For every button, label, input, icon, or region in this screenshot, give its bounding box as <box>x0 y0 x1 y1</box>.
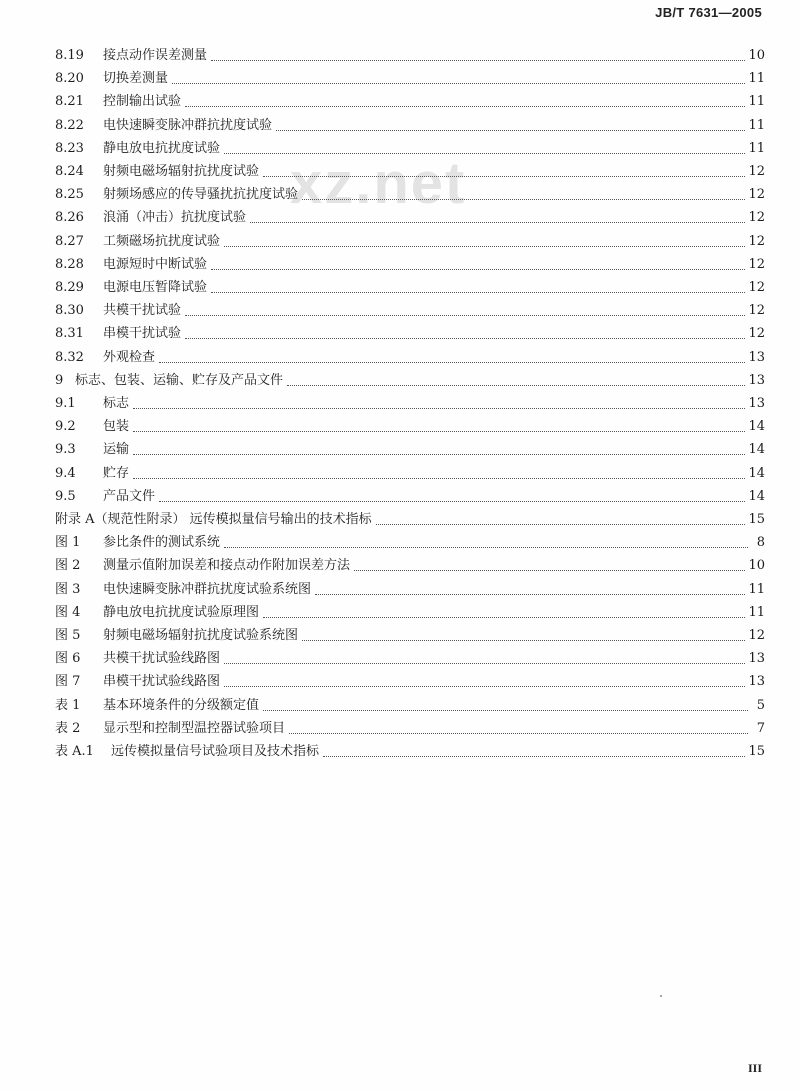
toc-entry <box>55 624 765 644</box>
toc-entry-number: 表 A.1 <box>55 744 94 759</box>
toc-dot-leader <box>263 175 745 177</box>
toc-entry-number: 8.21 <box>55 94 84 109</box>
toc-entry-title: 贮存 <box>103 466 130 481</box>
toc-dot-leader <box>224 662 745 664</box>
toc-entry-page: 13 <box>748 674 765 689</box>
toc-entry-title: 电源短时中断试验 <box>103 257 208 272</box>
toc-dot-leader <box>224 152 745 154</box>
toc-entry-title: 外观检查 <box>103 350 156 365</box>
toc-entry-page: 11 <box>748 118 765 133</box>
toc-entry-page: 15 <box>748 744 765 759</box>
toc-entry-title: 显示型和控制型温控器试验项目 <box>103 721 286 736</box>
toc-entry-title: 工频磁场抗扰度试验 <box>103 234 221 249</box>
toc-entry <box>55 276 765 296</box>
toc-entry-title: 包装 <box>103 419 130 434</box>
toc-dot-leader <box>224 546 748 548</box>
toc-entry-number: 8.29 <box>55 280 84 295</box>
toc-entry-number: 8.24 <box>55 164 84 179</box>
toc-entry-number: 8.28 <box>55 257 84 272</box>
toc-entry <box>55 369 765 389</box>
toc-entry-title: 串模干扰试验 <box>103 326 182 341</box>
toc-entry-title: 电快速瞬变脉冲群抗扰度试验 <box>103 118 273 133</box>
toc-entry <box>55 299 765 319</box>
toc-dot-leader <box>263 616 745 618</box>
toc-entry <box>55 462 765 482</box>
toc-dot-leader <box>133 477 745 479</box>
page-number: III <box>747 1061 762 1075</box>
toc-entry-page: 15 <box>748 512 765 527</box>
toc-entry <box>55 694 765 714</box>
toc-entry-page: 12 <box>748 164 765 179</box>
toc-entry-number: 9.2 <box>55 419 76 434</box>
toc-entry-title: 浪涌（冲击）抗扰度试验 <box>103 210 247 225</box>
toc-entry-number: 图 1 <box>55 535 81 550</box>
toc-entry-number: 表 2 <box>55 721 81 736</box>
toc-entry-number: 图 3 <box>55 582 81 597</box>
toc-entry-title: 静电放电抗扰度试验原理图 <box>103 605 260 620</box>
toc-dot-leader <box>263 709 748 711</box>
toc-entry <box>55 137 765 157</box>
toc-dot-leader <box>224 245 745 247</box>
toc-entry-page: 11 <box>748 71 765 86</box>
toc-dot-leader <box>302 639 745 641</box>
toc-entry-number: 9.5 <box>55 489 76 504</box>
toc-entry-number: 图 4 <box>55 605 81 620</box>
toc-entry-number: 图 2 <box>55 558 81 573</box>
toc-entry <box>55 206 765 226</box>
toc-dot-leader <box>185 337 745 339</box>
toc-entry-title: 电源电压暂降试验 <box>103 280 208 295</box>
toc-entry-page: 5 <box>756 698 765 713</box>
toc-dot-leader <box>287 384 745 386</box>
toc-entry-title: 射频电磁场辐射抗扰度试验 <box>103 164 260 179</box>
toc-entry-page: 7 <box>756 721 765 736</box>
toc-entry-title: 远传模拟量信号试验项目及技术指标 <box>111 744 320 759</box>
toc-entry <box>55 438 765 458</box>
toc-entry-page: 14 <box>748 466 765 481</box>
toc-dot-leader <box>185 105 745 107</box>
toc-dot-leader <box>159 361 745 363</box>
toc-entry-number: 8.19 <box>55 48 84 63</box>
toc-dot-leader <box>159 500 745 502</box>
toc-entry-page: 12 <box>748 303 765 318</box>
toc-entry-page: 8 <box>756 535 765 550</box>
toc-entry <box>55 114 765 134</box>
toc-dot-leader <box>376 523 746 525</box>
toc-entry-number: 8.20 <box>55 71 84 86</box>
toc-entry-page: 12 <box>748 234 765 249</box>
toc-entry-page: 13 <box>748 651 765 666</box>
toc-entry <box>55 90 765 110</box>
standard-number: JB/T 7631—2005 <box>655 5 762 20</box>
toc-entry <box>55 554 765 574</box>
toc-entry-page: 11 <box>748 94 765 109</box>
toc-dot-leader <box>172 82 745 84</box>
toc-entry-page: 12 <box>748 257 765 272</box>
toc-entry-title: 附录 A（规范性附录） 远传模拟量信号输出的技术指标 <box>55 512 372 527</box>
toc-entry-number: 8.27 <box>55 234 84 249</box>
toc-entry-title: 射频电磁场辐射抗扰度试验系统图 <box>103 628 299 643</box>
toc-entry-page: 13 <box>748 350 765 365</box>
toc-entry-page: 13 <box>748 396 765 411</box>
toc-entry <box>55 647 765 667</box>
toc-entry-page: 10 <box>748 558 765 573</box>
toc-entry-page: 12 <box>748 187 765 202</box>
toc-dot-leader <box>133 407 745 409</box>
toc-entry-page: 11 <box>748 605 765 620</box>
toc-entry <box>55 717 765 737</box>
toc-entry <box>55 485 765 505</box>
toc-entry-title: 电快速瞬变脉冲群抗扰度试验系统图 <box>103 582 312 597</box>
toc-entry-page: 12 <box>748 628 765 643</box>
toc-entry-number: 图 7 <box>55 674 81 689</box>
scan-speck <box>660 995 662 997</box>
toc-entry-title: 参比条件的测试系统 <box>103 535 221 550</box>
toc-entry-number: 图 6 <box>55 651 81 666</box>
toc-entry-title: 控制输出试验 <box>103 94 182 109</box>
toc-dot-leader <box>289 732 748 734</box>
toc-entry-title: 测量示值附加误差和接点动作附加误差方法 <box>103 558 351 573</box>
toc-entry-number: 9 <box>55 373 64 388</box>
toc-entry-number: 8.30 <box>55 303 84 318</box>
toc-entry <box>55 415 765 435</box>
toc-entry-number: 8.26 <box>55 210 84 225</box>
toc-entry-page: 14 <box>748 442 765 457</box>
toc-entry-number: 表 1 <box>55 698 81 713</box>
toc-entry <box>55 183 765 203</box>
toc-entry <box>55 740 765 760</box>
toc-entry-title: 产品文件 <box>103 489 156 504</box>
toc-entry <box>55 392 765 412</box>
toc-entry-page: 11 <box>748 141 765 156</box>
toc-entry-title: 基本环境条件的分级额定值 <box>103 698 260 713</box>
toc-dot-leader <box>354 569 745 571</box>
toc-dot-leader <box>211 59 745 61</box>
toc-entry-page: 13 <box>748 373 765 388</box>
toc-entry-page: 10 <box>748 48 765 63</box>
toc-entry-number: 9.1 <box>55 396 76 411</box>
toc-entry-number: 9.3 <box>55 442 76 457</box>
toc-dot-leader <box>276 129 745 131</box>
toc-entry-title: 切换差测量 <box>103 71 169 86</box>
toc-entry-title: 共模干扰试验线路图 <box>103 651 221 666</box>
toc-entry-number: 8.23 <box>55 141 84 156</box>
toc-entry-page: 12 <box>748 280 765 295</box>
toc-entry-number: 图 5 <box>55 628 81 643</box>
toc-entry-number: 8.31 <box>55 326 84 341</box>
toc-entry-number: 8.25 <box>55 187 84 202</box>
toc-entry-page: 11 <box>748 582 765 597</box>
toc-entry <box>55 44 765 64</box>
toc-entry-title: 串模干扰试验线路图 <box>103 674 221 689</box>
toc-entry <box>55 346 765 366</box>
toc-entry-title: 静电放电抗扰度试验 <box>103 141 221 156</box>
toc-dot-leader <box>224 685 745 687</box>
toc-entry <box>55 253 765 273</box>
toc-entry <box>55 67 765 87</box>
toc-entry <box>55 230 765 250</box>
toc-entry-title: 标志、包装、运输、贮存及产品文件 <box>75 373 284 388</box>
toc-entry <box>55 531 765 551</box>
toc-entry <box>55 670 765 690</box>
toc-entry-number: 9.4 <box>55 466 76 481</box>
toc-entry-title: 标志 <box>103 396 130 411</box>
toc-dot-leader <box>250 221 745 223</box>
toc-dot-leader <box>185 314 745 316</box>
toc-entry-title: 运输 <box>103 442 130 457</box>
toc-dot-leader <box>211 291 745 293</box>
toc-entry-number: 8.22 <box>55 118 84 133</box>
toc-entry-page: 14 <box>748 489 765 504</box>
toc-dot-leader <box>323 755 745 757</box>
toc-dot-leader <box>133 453 745 455</box>
watermark: xz.net <box>290 151 467 216</box>
toc-dot-leader <box>133 430 745 432</box>
toc-entry <box>55 578 765 598</box>
toc-entry-page: 14 <box>748 419 765 434</box>
toc-entry <box>55 322 765 342</box>
toc-dot-leader <box>315 593 745 595</box>
toc-entry-page: 12 <box>748 210 765 225</box>
toc-entry-title: 接点动作误差测量 <box>103 48 208 63</box>
toc-entry <box>55 601 765 621</box>
toc-entry <box>55 160 765 180</box>
toc-entry-number: 8.32 <box>55 350 84 365</box>
toc-entry-title: 射频场感应的传导骚扰抗扰度试验 <box>103 187 299 202</box>
toc-entry-title: 共模干扰试验 <box>103 303 182 318</box>
toc-entry <box>55 508 765 528</box>
toc-entry-page: 12 <box>748 326 765 341</box>
toc-dot-leader <box>211 268 745 270</box>
toc-dot-leader <box>302 198 745 200</box>
